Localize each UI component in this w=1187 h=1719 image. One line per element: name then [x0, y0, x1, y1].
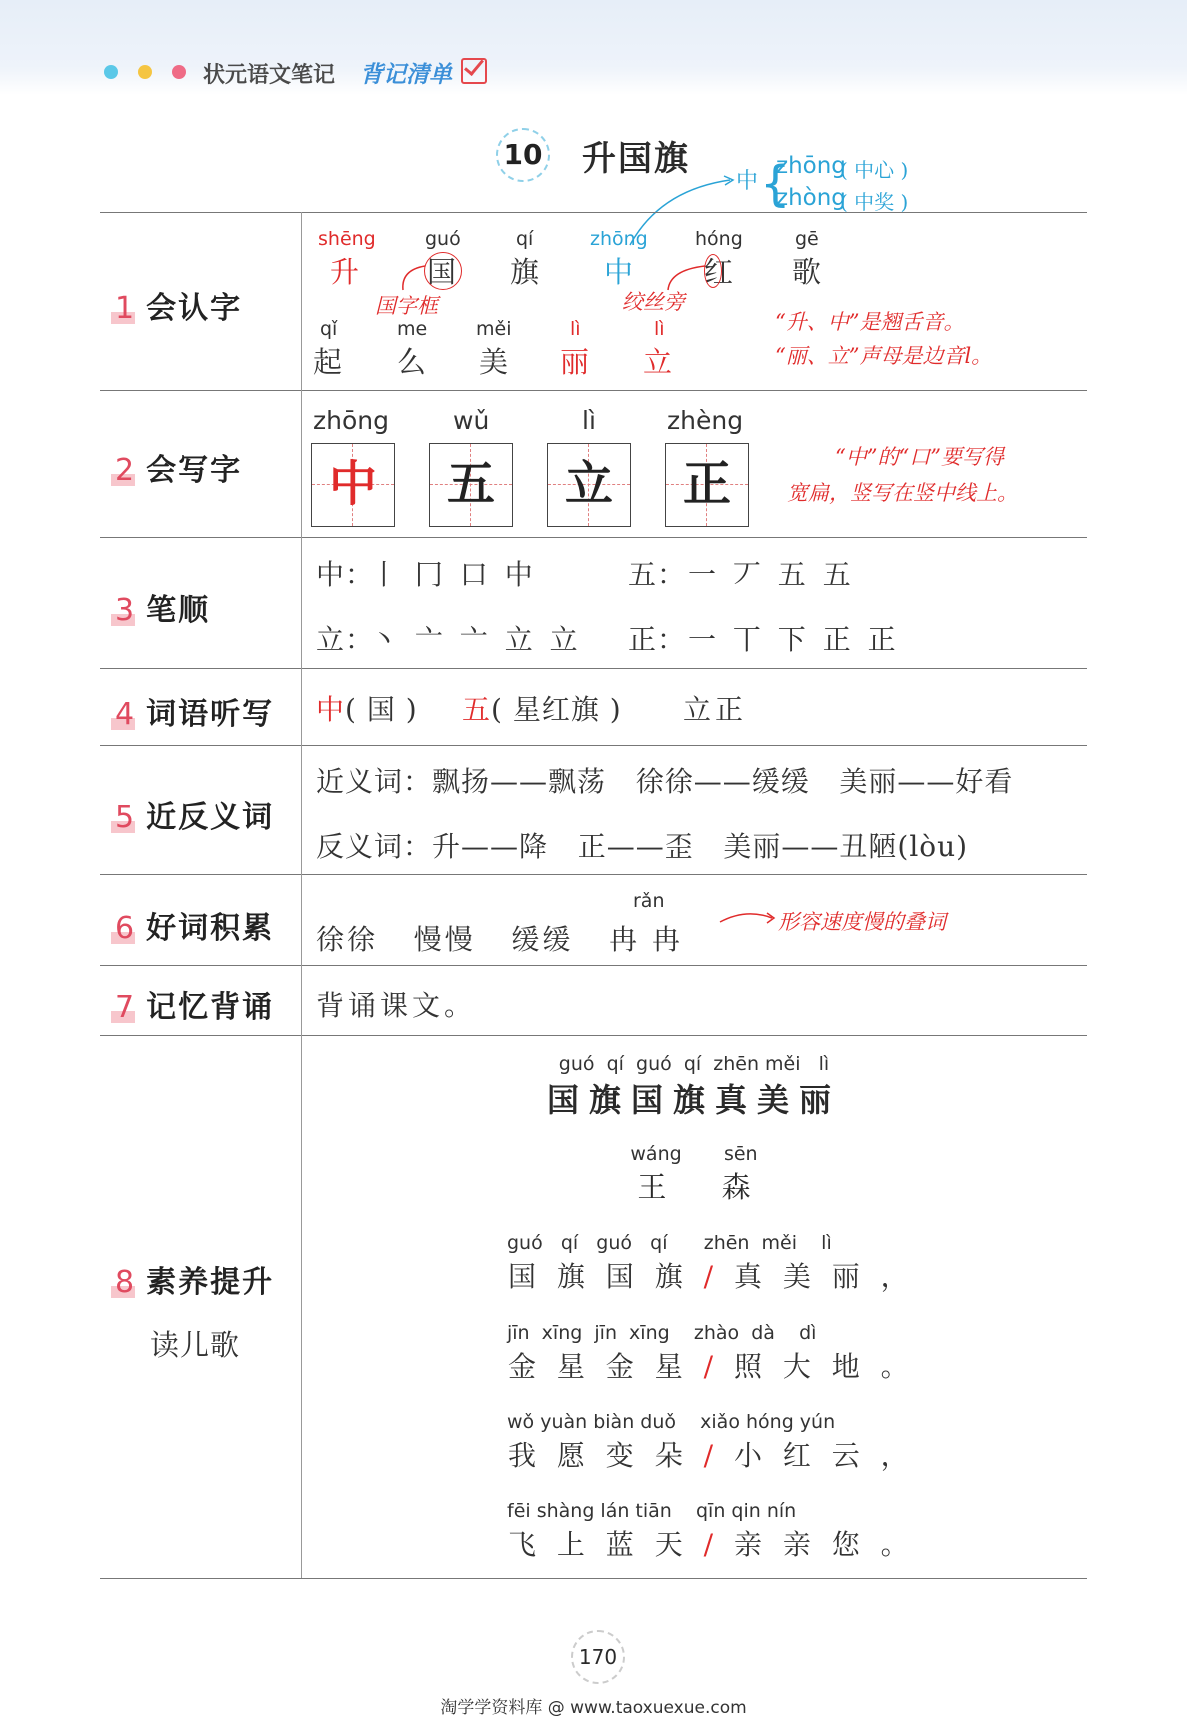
header-band — [0, 0, 1187, 95]
synonyms-line: 近义词：飘扬——飘荡 徐徐——缓缓 美丽——好看 — [316, 765, 1014, 798]
antonyms-line: 反义词：升——降 正——歪 美丽——丑陋(lòu) — [316, 830, 969, 863]
dot-icon — [104, 65, 118, 79]
divider — [100, 537, 1087, 538]
row-label-2: 2 会写字 — [115, 453, 243, 488]
tianzige-box: 中 — [311, 443, 395, 527]
recite-text: 背诵课文。 — [316, 989, 477, 1022]
pinyin: guó qí guó qí zhēn měi lì — [558, 1053, 830, 1075]
column-divider — [301, 212, 302, 1578]
divider — [100, 212, 1087, 213]
badge-title: 背记清单 — [360, 62, 452, 88]
brand-title: 状元语文笔记 — [203, 63, 336, 88]
poem-title: 国旗国旗真美丽 — [546, 1081, 841, 1119]
dictation-word-1: 中( 国 ) — [316, 693, 418, 726]
pinyin: guó — [425, 228, 461, 250]
arrow-icon — [718, 908, 778, 933]
hanzi: 美 — [479, 345, 509, 379]
row-label-3: 3 笔顺 — [115, 593, 211, 628]
pinyin: hóng — [695, 228, 743, 250]
zhong-py2: zhòng — [776, 185, 846, 211]
hanzi: 中 — [604, 255, 634, 289]
pinyin: lì — [570, 318, 581, 340]
poem-line: 飞 上 蓝 天 / 亲 亲 您 。 — [508, 1528, 915, 1561]
dot-icon — [172, 65, 186, 79]
row-sublabel-8: 读儿歌 — [150, 1328, 241, 1362]
pinyin: wǒ yuàn biàn duǒ xiǎo hóng yún — [507, 1411, 836, 1433]
row-label-5: 5 近反义词 — [115, 800, 275, 835]
pinyin: lì — [654, 318, 665, 340]
poem-author: 王 森 — [637, 1170, 751, 1204]
note-retroflex: “升、中”是翘舌音。 — [775, 310, 965, 334]
divider — [100, 965, 1087, 966]
arrow-icon — [395, 262, 435, 292]
note-guozikuang: 国字框 — [375, 294, 438, 318]
pinyin: shēng — [318, 228, 376, 250]
stroke-label: 正： — [628, 623, 687, 656]
hanzi: 么 — [397, 345, 427, 379]
row-label-4: 4 词语听写 — [115, 697, 275, 732]
page-number: 170 — [571, 1630, 625, 1684]
poem-line: 我 愿 变 朵 / 小 红 云 ， — [508, 1439, 915, 1472]
hanzi: 起 — [313, 345, 343, 379]
pinyin: wǔ — [453, 406, 490, 435]
note-good-words: 形容速度慢的叠词 — [778, 910, 946, 934]
note-write-2: 宽扁，竖写在竖中线上。 — [787, 481, 1018, 505]
stroke-steps: 一 丅 下 正 正 — [688, 623, 900, 656]
pinyin: rǎn — [633, 890, 665, 912]
divider — [100, 1578, 1087, 1579]
note-lateral: “丽、立”声母是边音l。 — [775, 344, 993, 368]
hanzi: 红 — [704, 255, 734, 289]
pinyin: me — [397, 318, 428, 340]
zhong-w2: ( 中奖 ) — [840, 190, 909, 214]
zhong-w1: ( 中心 ) — [840, 158, 909, 182]
stroke-label: 中： — [316, 558, 375, 591]
zhong-note-char: 中 — [736, 169, 759, 194]
pinyin: qǐ — [320, 318, 338, 340]
poem-line: 金 星 金 星 / 照 大 地 。 — [508, 1350, 915, 1383]
pinyin: guó qí guó qí zhēn měi lì — [507, 1232, 832, 1254]
pinyin: gē — [795, 228, 819, 250]
divider — [100, 390, 1087, 391]
pinyin: lì — [582, 406, 596, 435]
hanzi: 旗 — [510, 255, 540, 289]
hanzi: 丽 — [560, 345, 590, 379]
checkbox-icon — [461, 58, 487, 84]
dot-icon — [138, 65, 152, 79]
pinyin: měi — [476, 318, 512, 340]
stroke-steps: 丶 亠 亠 立 立 — [370, 623, 582, 656]
divider — [100, 874, 1087, 875]
dictation-word-2: 五( 星红旗 ) — [462, 693, 622, 726]
row-label-8: 8 素养提升 — [115, 1265, 275, 1300]
note-write-1: “中”的“口”要写得 — [835, 445, 1004, 469]
hanzi: 立 — [643, 345, 673, 379]
stroke-steps: 一 丆 五 五 — [688, 558, 855, 591]
pinyin: zhèng — [667, 406, 744, 435]
pinyin: zhōng — [590, 228, 648, 250]
good-words: 徐徐 慢慢 缓缓 冉 冉 — [316, 923, 684, 956]
stroke-steps: 丨 冂 口 中 — [370, 558, 537, 591]
stroke-label: 立： — [316, 623, 375, 656]
zhong-py1: zhōng — [776, 153, 846, 179]
tianzige-box: 立 — [547, 443, 631, 527]
stroke-label: 五： — [628, 558, 687, 591]
lesson-number: 10 — [496, 128, 550, 182]
divider — [100, 1035, 1087, 1036]
tianzige-box: 五 — [429, 443, 513, 527]
brace-icon: { — [760, 156, 791, 212]
pinyin: zhōng — [313, 406, 389, 435]
divider — [100, 745, 1087, 746]
hanzi: 国 — [427, 255, 457, 289]
hanzi: 歌 — [792, 255, 822, 289]
dictation-word-3: 立正 — [683, 693, 748, 726]
pinyin: jīn xīng jīn xīng zhào dà dì — [507, 1322, 817, 1344]
pinyin: fēi shàng lán tiān qīn qin nín — [507, 1500, 797, 1522]
arrow-icon — [660, 262, 710, 292]
footer-watermark: 淘学学资料库 @ www.taoxuexue.com — [440, 1698, 747, 1718]
row-label-6: 6 好词积累 — [115, 911, 275, 946]
pinyin: wáng sēn — [630, 1143, 758, 1165]
lesson-title: 升国旗 — [582, 139, 690, 179]
row-label-1: 1 会认字 — [115, 291, 243, 326]
pinyin: qí — [516, 228, 534, 250]
divider — [100, 668, 1087, 669]
poem-line: 国 旗 国 旗 / 真 美 丽 ， — [508, 1260, 915, 1293]
hanzi: 升 — [330, 255, 360, 289]
note-jiaosipang: 绞丝旁 — [622, 290, 685, 314]
tianzige-box: 正 — [665, 443, 749, 527]
row-label-7: 7 记忆背诵 — [115, 990, 275, 1025]
